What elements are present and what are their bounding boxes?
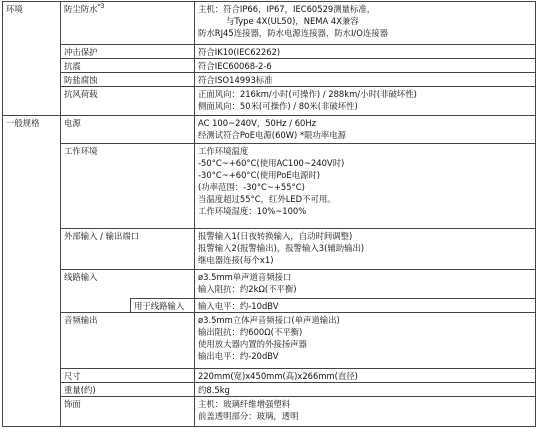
category-environment: 环境	[3, 2, 61, 116]
label-vibration: 抗震	[61, 58, 195, 72]
label-line-in: 线路输入	[61, 270, 195, 298]
label-operating-env: 工作环境	[61, 144, 195, 228]
row-external-io	[3, 228, 536, 270]
value-line: 与Type 4X(UL50)，NEMA 4X兼容	[226, 16, 359, 26]
value-line: AC 100~240V，50Hz / 60Hz	[198, 117, 317, 128]
row-dimensions	[3, 369, 536, 383]
value-line: 当温度超过55°C，红外LED不可用。	[198, 194, 336, 205]
value-line: 输入阻抗：约2kΩ(不平衡)	[198, 284, 297, 295]
value-line: 经测试符合PoE电源(60W) *限功率电源	[198, 129, 347, 140]
value-impact: 符合IK10(IEC62262)	[195, 44, 536, 58]
label-wind: 抗风荷载	[61, 87, 195, 115]
value-finish	[195, 397, 536, 427]
value-wind	[195, 87, 536, 115]
value-line: 工作环境温度	[198, 146, 249, 157]
value-line: 输出阻抗：约600Ω(不平衡)	[198, 327, 303, 338]
value-line: 使用放大器内置的外接扬声器	[198, 339, 307, 350]
value-line: 报警输入2(报警输出)，报警输入3(辅助输出)	[198, 242, 365, 253]
value-line-in	[195, 270, 536, 298]
label-finish: 饰面	[61, 397, 195, 427]
value-external-io	[195, 228, 536, 270]
value-line-in-level: 输入电平：约-10dBV	[195, 298, 536, 312]
value-line: 工作环境湿度：10%~100%	[198, 206, 307, 217]
row-line-in	[3, 270, 536, 298]
value-line: -30°C~+60°C(使用PoE电源时)	[198, 170, 321, 181]
value-line: ø3.5mm立体声音频接口(单声道输出)	[198, 315, 340, 326]
value-audio-out	[195, 313, 536, 369]
value-line: -50°C~+60°C(使用AC100~240V时)	[198, 158, 345, 169]
value-line: 输出电平：约-20dBV	[198, 351, 279, 362]
row-impact	[3, 44, 536, 58]
label-salt: 防盐腐蚀	[61, 73, 195, 87]
row-operating-env	[3, 144, 536, 228]
row-salt	[3, 73, 536, 87]
label-line-in-sub: 用于线路输入	[131, 298, 195, 312]
value-vibration: 符合IEC60068-2-6	[195, 58, 536, 72]
value-weight: 约8.5kg	[195, 383, 536, 397]
label-audio-out: 音频输出	[61, 313, 195, 369]
label-dust-water-text: 防尘防水	[64, 4, 98, 14]
row-weight	[3, 383, 536, 397]
row-audio-out	[3, 313, 536, 369]
value-line: 报警输入1(日夜转换输入，自动时间调整)	[198, 230, 353, 241]
value-line: 主机：符合IP66，IP67，IEC60529测量标准，	[198, 4, 376, 14]
footnote-mark: *3	[97, 3, 105, 10]
label-external-io: 外部输入 / 输出端口	[61, 228, 195, 270]
value-salt: 符合ISO14993标准	[195, 73, 536, 87]
value-line: ø3.5mm单声道音频接口	[198, 272, 292, 283]
value-power	[195, 115, 536, 143]
row-power	[3, 115, 536, 143]
value-line: 侧面风向：50米(可操作) / 80米(非破坏性)	[198, 101, 358, 112]
row-finish	[3, 397, 536, 427]
value-line: 前盖透明部分：玻璃，透明	[198, 411, 299, 422]
spec-table	[2, 1, 536, 427]
row-dust-water	[3, 2, 536, 45]
label-impact: 冲击保护	[61, 44, 195, 58]
value-operating-env	[195, 144, 536, 228]
label-line-in-spacer	[61, 298, 131, 312]
value-line: 继电器连接(每个x1)	[198, 254, 274, 265]
value-dust-water	[195, 2, 536, 45]
label-dust-water	[61, 2, 195, 45]
row-vibration	[3, 58, 536, 72]
category-general: 一般规格	[3, 115, 61, 426]
value-line: 正面风向：216km/小时(可操作) / 288km/小时(非破坏性)	[198, 89, 417, 100]
value-dimensions: 220mm(宽)x450mm(高)x266mm(直径)	[195, 369, 536, 383]
label-weight: 重量(约)	[61, 383, 195, 397]
label-dimensions: 尺寸	[61, 369, 195, 383]
row-line-in-level	[3, 298, 536, 312]
label-power: 电源	[61, 115, 195, 143]
row-wind	[3, 87, 536, 115]
value-line: (功率范围：-30°C~+55°C)	[198, 182, 305, 193]
value-line: 防水RJ45连接器，防水电源连接器，防水I/O连接器	[198, 28, 388, 38]
value-line: 主机：玻璃纤维增强塑料	[198, 399, 291, 410]
